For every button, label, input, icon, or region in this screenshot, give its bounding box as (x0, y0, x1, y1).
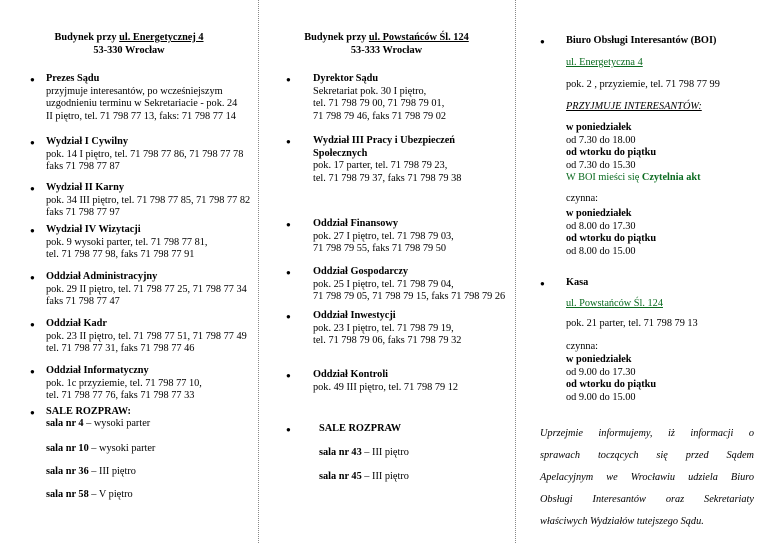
col1-entry-detail: pok. 9 wysoki parter, tel. 71 798 77 81, (46, 236, 208, 248)
col2-entry (313, 369, 458, 394)
col1-sale-name: sala nr 58 (46, 489, 89, 500)
col2-entry-title: Oddział Kontroli (313, 369, 389, 380)
col2-entry-detail: tel. 71 798 79 37, faks 71 798 79 38 (313, 172, 462, 184)
col2-entry (313, 266, 505, 304)
col2-entry-bullet: ● (286, 137, 291, 146)
col1-entry (46, 365, 202, 403)
col2-entry-title: Oddział Finansowy (313, 218, 398, 229)
col1-entry-detail: pok. 1c przyziemie, tel. 71 798 77 10, (46, 377, 202, 389)
col1-entry (46, 224, 207, 262)
kasa-hours (566, 354, 656, 404)
col1-header-street: ul. Energetycznej 4 (119, 32, 204, 43)
kasa-hours-day2: od wtorku do piątku (566, 379, 657, 391)
col1-header (0, 32, 258, 57)
col2-header (258, 32, 515, 57)
col1-sale-floor: – wysoki parter (83, 418, 151, 429)
col2-entry (313, 135, 461, 185)
col2-entry-detail: pok. 49 III piętro, tel. 71 798 79 12 (313, 381, 458, 393)
col1-sale-row (46, 466, 136, 479)
col1-entry (46, 73, 237, 123)
col1-entry-detail: II piętro, tel. 71 798 77 13, faks: 71 798 77 14 (46, 110, 236, 122)
col2-sale-bullet: ● (286, 425, 291, 434)
col1-entry-bullet: ● (30, 138, 35, 147)
col2-entry-detail: tel. 71 798 79 00, 71 798 79 01, (313, 98, 445, 110)
col2-entry-title-cont: Społecznych (313, 147, 368, 159)
col1-entry-detail: uzgodnieniu terminu w Sekretariacie - pok. 24 (46, 98, 238, 110)
col2-sale-floor: – III piętro (361, 471, 409, 482)
col1-sale-name: sala nr 36 (46, 466, 89, 477)
col1-entry-title: Wydział IV Wizytacji (46, 224, 141, 235)
col1-sale-name: sala nr 4 (46, 418, 84, 429)
col1-entry (46, 182, 250, 220)
reading-hours-time1: od 8.00 do 17.30 (566, 220, 636, 232)
col1-entry (46, 318, 247, 356)
col2-entry-detail: Sekretariat pok. 30 I piętro, (313, 85, 427, 97)
boi-accepts: PRZYJMUJE INTERESANTÓW: (566, 101, 702, 112)
col1-sale-list (46, 406, 131, 419)
col2-entry-detail: 71 798 79 46, faks 71 798 79 02 (313, 110, 446, 122)
col2-entry-bullet: ● (286, 268, 291, 277)
col1-sale-name: sala nr 10 (46, 443, 89, 454)
col2-entry-title: Wydział III Pracy i Ubezpieczeń (313, 135, 456, 146)
boi-hours-time2: od 7.30 do 15.30 (566, 159, 636, 171)
col2-sale-row (319, 471, 409, 484)
col1-entry-detail: faks 71 798 77 47 (46, 296, 120, 308)
col1-sale-row (46, 443, 155, 456)
boi-street: ul. Energetyczna 4 (566, 57, 643, 68)
info-note-line4: Obsługi Interesantów oraz Sekretariaty (540, 494, 754, 505)
col2-header-street: ul. Powstańców Śl. 124 (368, 32, 469, 43)
boi-hours (566, 122, 656, 172)
boi-hours-time1: od 7.30 do 18.00 (566, 134, 636, 146)
col1-entry-detail: faks 71 798 77 87 (46, 161, 120, 173)
col2-sale-floor: – III piętro (361, 447, 409, 458)
reading-room-line (566, 172, 701, 185)
reading-hours-time2: od 8.00 do 15.00 (566, 245, 636, 257)
col1-entry-detail: pok. 29 II piętro, tel. 71 798 77 25, 71 798 77 34 (46, 283, 247, 295)
col1-header-prefix: Budynek przy (54, 32, 120, 43)
col2-entry (313, 73, 446, 123)
col1-entry-bullet: ● (30, 273, 35, 282)
col1-entry-detail: pok. 34 III piętro, tel. 71 798 77 85, 71 798 77 82 (46, 194, 251, 206)
col2-entry-detail: pok. 25 I piętro, tel. 71 798 79 04, (313, 278, 454, 290)
col2-entry (313, 310, 461, 348)
info-note-line1: Uprzejmie informujemy, iż informacji o (540, 428, 754, 439)
boi-hours-day2: od wtorku do piątku (566, 147, 657, 159)
col2-entry-detail: 71 798 79 55, faks 71 798 79 50 (313, 243, 446, 255)
col1-sale-floor: – V piętro (88, 489, 133, 500)
col1-entry-title: Wydział I Cywilny (46, 136, 129, 147)
col2-sale-row (319, 447, 409, 460)
col1-entry-title: Wydział II Karny (46, 182, 124, 193)
col1-sale-floor: – III piętro (88, 466, 136, 477)
col1-entry-bullet: ● (30, 184, 35, 193)
col1-entry-detail: tel. 71 798 77 98, faks 71 798 77 91 (46, 249, 195, 261)
col2-entry-bullet: ● (286, 220, 291, 229)
kasa-room: pok. 21 parter, tel. 71 798 79 13 (566, 318, 698, 329)
col1-entry-detail: tel. 71 798 77 76, faks 71 798 77 33 (46, 390, 195, 402)
col1-sale-row (46, 418, 150, 431)
col2-entry-title: Oddział Gospodarczy (313, 266, 409, 277)
col1-entry-detail: przyjmuje interesantów, po wcześniejszym (46, 85, 223, 97)
kasa-hours-time2: od 9.00 do 15.00 (566, 391, 636, 403)
col2-header-prefix: Budynek przy (304, 32, 369, 43)
col2-entry-detail: pok. 17 parter, tel. 71 798 79 23, (313, 160, 448, 172)
col2-entry-bullet: ● (286, 312, 291, 321)
boi-bullet: ● (540, 37, 545, 46)
col1-entry-detail: pok. 14 I piętro, tel. 71 798 77 86, 71 798 77 78 (46, 148, 244, 160)
col2-sale-name: sala nr 43 (319, 447, 362, 458)
col1-sale-row (46, 489, 133, 502)
col1-header-postal: 53-330 Wrocław (93, 44, 165, 56)
col1-entry (46, 136, 243, 174)
col2-entry-detail: pok. 23 I piętro, tel. 71 798 79 19, (313, 322, 454, 334)
col1-sale-bullet: ● (30, 408, 35, 417)
kasa-street: ul. Powstańców Śl. 124 (566, 298, 663, 309)
col1-entry-title: Oddział Administracyjny (46, 271, 158, 282)
col1-sale-title: SALE ROZPRAW: (46, 406, 131, 417)
reading-room-open: czynna: (566, 193, 599, 204)
kasa-bullet: ● (540, 279, 545, 288)
col1-entry-bullet: ● (30, 226, 35, 235)
kasa-title: Kasa (566, 277, 589, 288)
col2-sale-name: sala nr 45 (319, 471, 362, 482)
reading-hours-day2: od wtorku do piątku (566, 233, 657, 245)
info-note (540, 423, 754, 533)
col2-entry-detail: 71 798 79 05, 71 798 79 15, faks 71 798 79 26 (313, 291, 506, 303)
reading-hours-day1: w poniedziałek (566, 208, 632, 219)
col2-entry-bullet: ● (286, 371, 291, 380)
col1-entry-title: Prezes Sądu (46, 73, 100, 84)
reading-room-hours (566, 208, 656, 258)
col2-entry-detail: pok. 27 I piętro, tel. 71 798 79 03, (313, 230, 454, 242)
info-note-line5: właściwych Wydziałów tutejszego Sądu. (540, 516, 704, 527)
col2-entry-title: Oddział Inwestycji (313, 310, 396, 321)
reading-room-name: Czytelnia akt (641, 172, 701, 183)
col2-entry-detail: tel. 71 798 79 06, faks 71 798 79 32 (313, 335, 462, 347)
col1-entry-title: Oddział Kadr (46, 318, 107, 329)
kasa-hours-time1: od 9.00 do 17.30 (566, 366, 636, 378)
reading-room-prefix: W BOI mieści się (566, 172, 642, 183)
kasa-hours-day1: w poniedziałek (566, 354, 632, 365)
boi-title: Biuro Obsługi Interesantów (BOI) (566, 35, 717, 46)
col1-entry (46, 271, 247, 309)
col2-entry (313, 218, 454, 256)
col1-entry-detail: tel. 71 798 77 31, faks 71 798 77 46 (46, 343, 195, 355)
col1-entry-bullet: ● (30, 320, 35, 329)
boi-hours-day1: w poniedziałek (566, 122, 632, 133)
col1-entry-title: Oddział Informatyczny (46, 365, 149, 376)
boi-room: pok. 2 , przyziemie, tel. 71 798 77 99 (566, 79, 720, 90)
info-note-line2: sprawach toczących się przed Sądem (540, 450, 754, 461)
kasa-open: czynna: (566, 341, 599, 352)
col1-sale-floor: – wysoki parter (88, 443, 156, 454)
column-divider-right (515, 0, 516, 543)
column-divider-left (258, 0, 259, 543)
col1-entry-bullet: ● (30, 367, 35, 376)
col2-sale-title: SALE ROZPRAW (319, 423, 402, 434)
col1-entry-detail: pok. 23 II piętro, tel. 71 798 77 51, 71 798 77 49 (46, 330, 247, 342)
col1-entry-detail: faks 71 798 77 97 (46, 207, 120, 219)
info-note-line3: Apelacyjnym we Wrocławiu udziela Biuro (540, 472, 754, 483)
col2-header-postal: 53-333 Wrocław (350, 44, 423, 56)
col2-entry-bullet: ● (286, 75, 291, 84)
col2-entry-title: Dyrektor Sądu (313, 73, 379, 84)
col1-entry-bullet: ● (30, 75, 35, 84)
